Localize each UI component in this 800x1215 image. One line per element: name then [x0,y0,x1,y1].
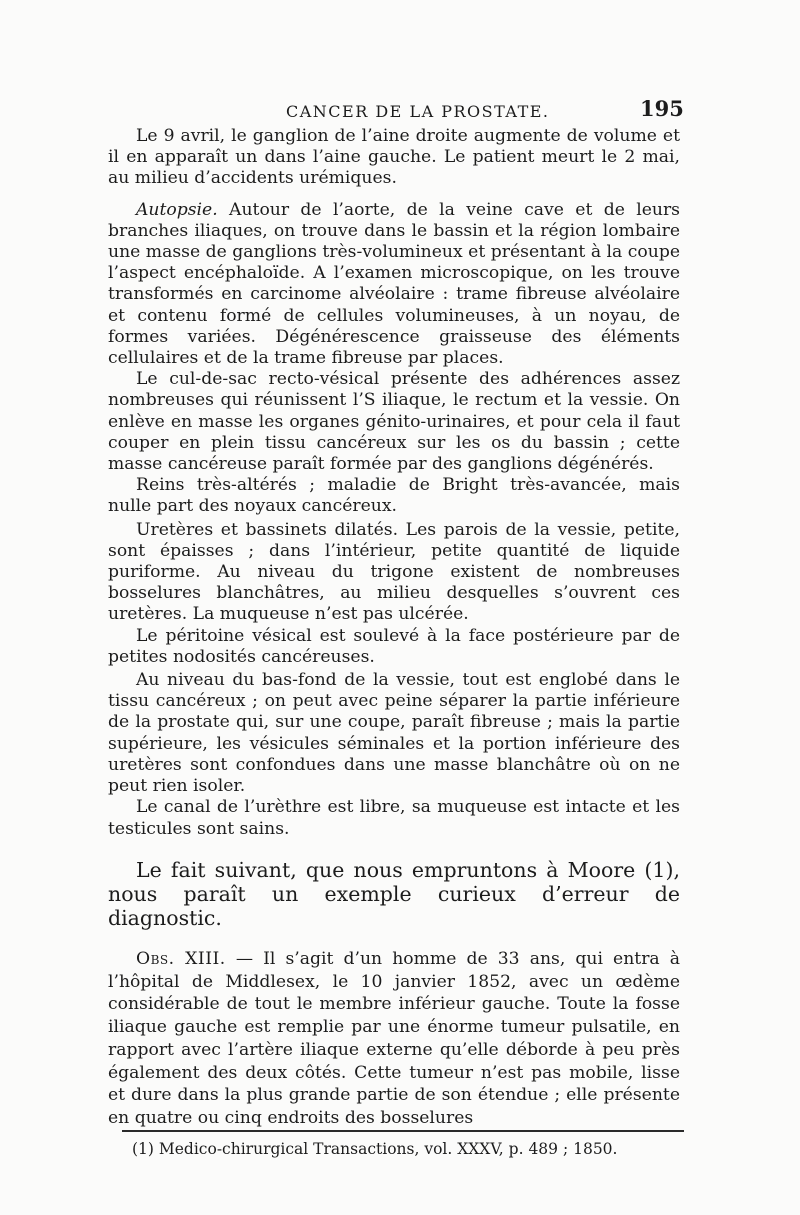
observation-text: — Il s’agit d’un homme de 33 ans, qui entra à l’hôpital de Middlesex, le 10 janvier 1852, avec un œdème considérable de tout le membre inférieur gauche. Toute la fosse iliaque gauche est remplie par une énorme tumeur pulsatile, en rapport avec l’artère iliaque externe qu’elle déborde à peu près également des deux côtés. Cette tumeur n’est pas mobile, lisse et dure dans la plus grande partie de son étendue ; elle présente en quatre ou cinq endroits des bosselures [108,948,680,1129]
paragraph-text: Le canal de l’urèthre est libre, sa muqueuse est intacte et les testicules sont sains. [108,797,680,839]
observation-paragraph [108,948,680,1130]
paragraph [108,670,680,797]
paragraph [108,126,680,190]
paragraph [108,369,680,475]
paragraph [108,626,680,668]
observation-label: Obs. XIII. [136,948,226,969]
paragraph [108,797,680,839]
paragraph-text: Autour de l’aorte, de la veine cave et de leurs branches iliaques, on trouve dans le bassin et la région lombaire une masse de ganglions très-volumineux et présentant à la coupe l’aspect encéphaloïde. A l’examen microscopique, on les trouve transformés en carcinome alvéolaire : trame fibreuse alvéolaire et contenu formé de cellules volumineuses, à un noyau, de formes variées. Dégénérescence graisseuse des éléments cellulaires et de la trame fibreuse par places. [108,199,680,369]
footnote-rule [122,1130,684,1132]
running-title: CANCER DE LA PROSTATE. [286,102,550,121]
main-text [108,126,680,1130]
page-header [0,96,800,126]
paragraph [108,475,680,517]
paragraph-text: Reins très-altérés ; maladie de Bright très-avancée, mais nulle part des noyaux cancéreux. [108,475,680,517]
paragraph-lead: Autopsie. [136,199,218,220]
large-paragraph: Le fait suivant, que nous empruntons à Moore (1), nous paraît un exemple curieux d’erreur de diagnostic. [108,857,680,930]
paragraph-text: Le péritoine vésical est soulevé à la face postérieure par de petites nodosités cancéreuses. [108,625,680,667]
page-number: 195 [640,96,684,121]
paragraph-text: Le cul-de-sac recto-vésical présente des adhérences assez nombreuses qui réunissent l’S iliaque, le rectum et la vessie. On enlève en masse les organes génito-urinaires, et pour cela il faut couper en plein tissu cancéreux sur les os du bassin ; cette masse cancéreuse paraît formée par des ganglions dégénérés. [108,369,680,475]
paragraph [108,520,680,626]
paragraph-text: Le 9 avril, le ganglion de l’aine droite augmente de volume et il en apparaît un dans l’aine gauche. Le patient meurt le 2 mai, au milieu d’accidents urémiques. [108,126,680,189]
paragraph-autopsie [108,200,680,370]
paragraph-text: Uretères et bassinets dilatés. Les parois de la vessie, petite, sont épaisses ; dans l’intérieur, petite quantité de liquide puriforme. Au niveau du trigone existent de nombreuses bosselures blanchâtres, au milieu desquelles s’ouvrent ces uretères. La muqueuse n’est pas ulcérée. [108,519,680,625]
paragraph-text: Au niveau du bas-fond de la vessie, tout est englobé dans le tissu cancéreux ; on peut avec peine séparer la partie inférieure de la prostate qui, sur une coupe, paraît fibreuse ; mais la partie supérieure, les vésicules séminales et la portion inférieure des uretères sont confondues dans une masse blanchâtre où on ne peut rien isoler. [108,670,680,797]
footnote: (1) Medico-chirurgical Transactions, vol. XXXV, p. 489 ; 1850. [132,1140,618,1158]
